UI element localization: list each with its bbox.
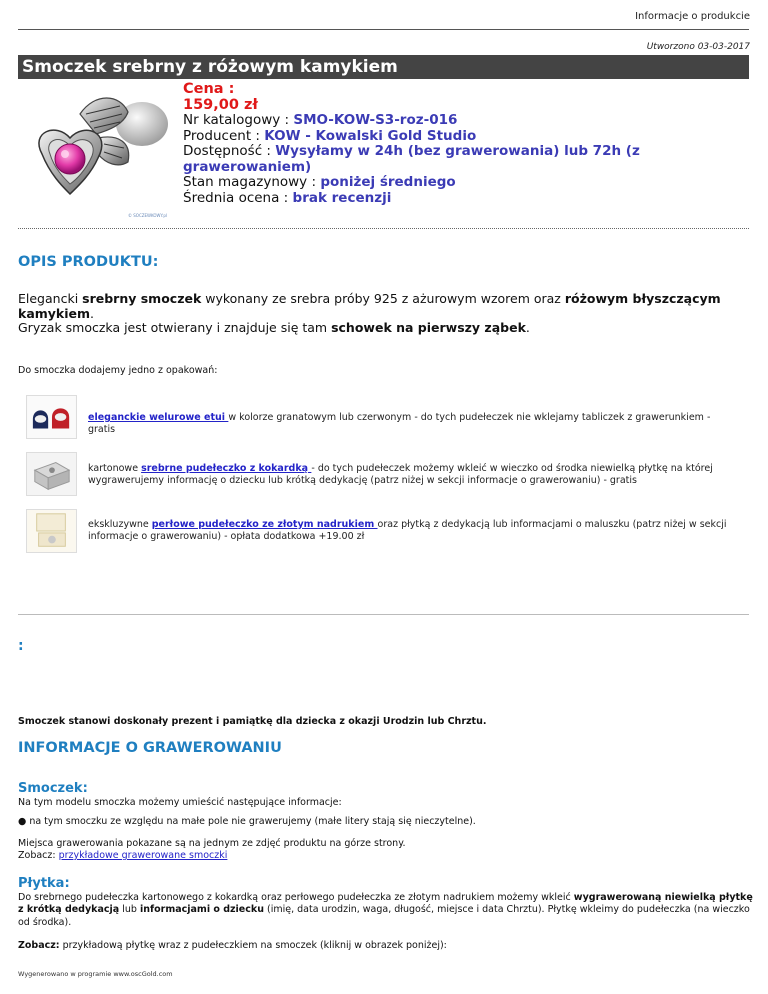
bullet-text: na tym smoczku ze względu na małe pole nie grawerujemy (małe litery stają się nieczytelne). bbox=[29, 816, 476, 827]
text: przykładową płytkę wraz z pudełeczkiem na smoczek (kliknij w obrazek poniżej): bbox=[59, 940, 447, 951]
product-image[interactable] bbox=[20, 84, 180, 220]
text: w kolorze granatowym lub czerwonym - do tych pudełeczek nie wklejamy tabliczek z grawerunkiem - gratis bbox=[88, 412, 711, 435]
bold-text: Zobacz: bbox=[18, 940, 60, 951]
catalog-label: Nr katalogowy : bbox=[183, 112, 290, 128]
header-divider bbox=[18, 29, 749, 30]
silver-box-link[interactable]: srebrne pudełeczko z kokardką bbox=[141, 463, 312, 474]
location-text: Miejsca grawerowania pokazane są na jednym ze zdjęć produktu na górze strony. bbox=[18, 838, 406, 849]
text: . bbox=[525, 320, 530, 335]
plate-example-text bbox=[18, 940, 447, 951]
text: oraz płytką z dedykacją lub informacjami o maluszku (patrz niżej w sekcji informacje o grawerowaniu) - opłata dodatkowa +19.00 zł bbox=[88, 519, 727, 542]
availability-row bbox=[183, 144, 768, 175]
text: lub bbox=[119, 904, 140, 916]
package-text-3 bbox=[88, 519, 738, 543]
text: - do tych pudełeczek możemy wkleić w wieczko od środka niewielką płytkę na której wygrawerujemy informację o dziecku lub krótką dedykację (patrz niżej w sekcji informacje o grawerowaniu) - gratis bbox=[88, 463, 713, 486]
producer-row bbox=[183, 129, 768, 145]
plate-text bbox=[18, 892, 754, 929]
bold-text: różowym błyszczącym kamykiem bbox=[18, 291, 721, 321]
packaging-intro: Do smoczka dodajemy jedno z opakowań: bbox=[18, 365, 218, 376]
catalog-value: SMO-KOW-S3-roz-016 bbox=[293, 112, 458, 128]
package-image-silver-box[interactable] bbox=[26, 452, 77, 496]
bold-text: srebrny smoczek bbox=[82, 291, 202, 306]
description-title: OPIS PRODUKTU: bbox=[18, 254, 159, 270]
catalog-row bbox=[183, 113, 768, 129]
package-image-velvet[interactable] bbox=[26, 395, 77, 439]
see-row bbox=[18, 850, 406, 862]
plate-title: Płytka: bbox=[18, 876, 70, 891]
stock-value: poniżej średniego bbox=[320, 174, 456, 190]
rating-value: brak recenzji bbox=[292, 189, 392, 206]
bold-text: schowek na pierwszy ząbek bbox=[331, 320, 526, 335]
description-paragraph-2 bbox=[18, 320, 530, 335]
engraving-title: INFORMACJE O GRAWEROWANIU bbox=[18, 740, 282, 756]
footer: Wygenerowano w programie www.oscGold.com bbox=[18, 970, 173, 978]
price-value: 159,00 zł bbox=[183, 97, 258, 113]
image-caption: © SOCZEWKOWY.pl bbox=[128, 213, 168, 218]
package-text-2 bbox=[88, 463, 738, 487]
rating-row bbox=[183, 191, 768, 207]
text: wykonany ze srebra próby 925 z ażurowym wzorem oraz bbox=[201, 291, 565, 306]
text: ekskluzywne bbox=[88, 519, 152, 530]
bold-text: wygrawerowaną niewielką płytkę z krótką dedykacją bbox=[18, 892, 753, 916]
text: kartonowe bbox=[88, 463, 142, 474]
text: Gryzak smoczka jest otwierany i znajduje się tam bbox=[18, 320, 332, 335]
producer-label: Producent : bbox=[183, 127, 260, 144]
engraved-pacifiers-link[interactable]: przykładowe grawerowane smoczki bbox=[58, 850, 228, 861]
availability-label: Dostępność : bbox=[183, 143, 271, 159]
see-label: Zobacz: bbox=[18, 850, 59, 861]
text: Elegancki bbox=[18, 291, 83, 306]
engraving-bullet: ● na tym smoczku ze względu na małe pole nie grawerujemy (małe litery stają się nieczytelne). bbox=[18, 816, 476, 827]
product-info bbox=[183, 81, 768, 206]
availability-value: Wysyłamy w 24h (bez grawerowania) lub 72h (z grawerowaniem) bbox=[183, 143, 640, 175]
section-divider bbox=[18, 614, 749, 615]
empty-section-heading: : bbox=[18, 638, 24, 654]
description-paragraph-1 bbox=[18, 291, 768, 321]
text: (imię, data urodzin, waga, długość, miejsce i data Chrztu). Płytkę wkleimy do pudełeczka (na wieczko od środka). bbox=[18, 904, 750, 928]
pacifier-engraving-text: Na tym modelu smoczka możemy umieścić następujące informacje: bbox=[18, 797, 342, 808]
created-date: Utworzono 03-03-2017 bbox=[646, 42, 750, 52]
document-header-title: Informacje o produkcie bbox=[635, 11, 750, 22]
gift-text: Smoczek stanowi doskonały prezent i pamiątkę dla dziecka z okazji Urodzin lub Chrztu. bbox=[18, 716, 487, 727]
package-image-pearl-box[interactable] bbox=[26, 509, 77, 553]
price-label: Cena : bbox=[183, 81, 235, 97]
text: . bbox=[90, 306, 95, 321]
dotted-divider bbox=[18, 228, 749, 229]
pearl-box-link[interactable]: perłowe pudełeczko ze złotym nadrukiem bbox=[151, 519, 378, 530]
velvet-case-link[interactable]: eleganckie welurowe etui bbox=[88, 412, 229, 423]
product-title: Smoczek srebrny z różowym kamykiem bbox=[18, 55, 749, 79]
package-text-1 bbox=[88, 412, 738, 436]
bold-text: informacjami o dziecku bbox=[139, 904, 264, 916]
rating-label: Średnia ocena : bbox=[183, 189, 289, 206]
stock-label: Stan magazynowy : bbox=[183, 174, 317, 190]
producer-value: KOW - Kowalski Gold Studio bbox=[264, 127, 477, 144]
engraving-location bbox=[18, 838, 406, 862]
stock-row bbox=[183, 175, 768, 191]
text: Do srebrnego pudełeczka kartonowego z kokardką oraz perłowego pudełeczka ze złotym nadrukiem możemy wkleić bbox=[18, 892, 574, 903]
pacifier-engraving-title: Smoczek: bbox=[18, 781, 88, 796]
